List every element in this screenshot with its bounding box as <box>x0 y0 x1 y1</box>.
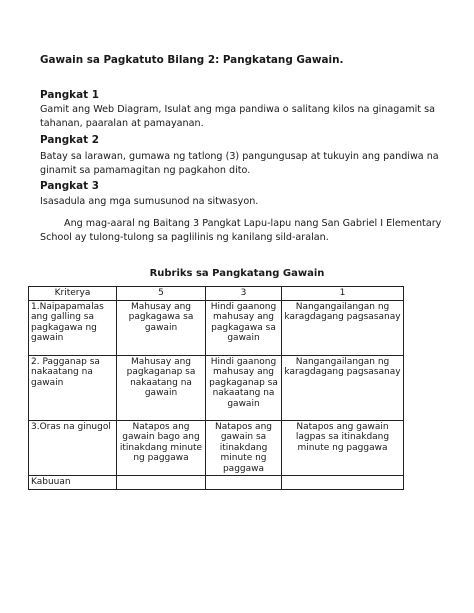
score-3-cell: Hindi gaanong mahusay ang pagkaganap sa nakaatang na gawain <box>206 355 282 420</box>
group-2-instructions <box>40 150 440 178</box>
total-score-1-cell <box>282 476 404 490</box>
instruction-line: tahanan, paaralan at pamayanan. <box>40 118 204 129</box>
header-score-5: 5 <box>117 287 206 301</box>
criteria-cell: 1.Naipapamalas ang galling sa pagkagawa ng gawain <box>29 300 117 355</box>
table-row <box>29 300 404 355</box>
score-1-cell: Nangangailangan ng karagdagang pagsasanay <box>282 355 404 420</box>
group-1-instructions <box>40 103 440 131</box>
total-label-cell: Kabuuan <box>29 476 117 490</box>
instruction-line: Gamit ang Web Diagram, Isulat ang mga pandiwa o salitang kilos na ginagamit sa <box>40 104 435 115</box>
criteria-cell: 3.Oras na ginugol <box>29 420 117 476</box>
group-3-instructions <box>40 195 440 209</box>
score-5-cell: Natapos ang gawain bago ang itinakdang minute ng paggawa <box>117 420 206 476</box>
instruction-line: ginamit sa pamamagitan ng pagkahon dito. <box>40 165 251 176</box>
situation-paragraph <box>40 217 440 245</box>
total-score-5-cell <box>117 476 206 490</box>
total-score-3-cell <box>206 476 282 490</box>
instruction-line: Batay sa larawan, gumawa ng tatlong (3) pangungusap at tukuyin ang pandiwa na <box>40 151 439 162</box>
criteria-cell: 2. Pagganap sa nakaatang na gawain <box>29 355 117 420</box>
header-score-1: 1 <box>282 287 404 301</box>
score-1-cell: Natapos ang gawain lagpas sa itinakdang minute ng paggawa <box>282 420 404 476</box>
score-3-cell: Natapos ang gawain sa itinakdang minute ng paggawa <box>206 420 282 476</box>
rubric-table <box>28 286 404 490</box>
total-row <box>29 476 404 490</box>
header-criteria: Kriterya <box>29 287 117 301</box>
table-row <box>29 420 404 476</box>
table-row <box>29 355 404 420</box>
score-1-cell: Nangangailangan ng karagdagang pagsasanay <box>282 300 404 355</box>
group-2-heading: Pangkat 2 <box>40 134 99 146</box>
group-3-heading: Pangkat 3 <box>40 180 99 192</box>
rubric-header-row <box>29 287 404 301</box>
situation-line: School ay tulong-tulong sa paglilinis ng kanilang sild-aralan. <box>40 232 329 243</box>
header-score-3: 3 <box>206 287 282 301</box>
score-3-cell: Hindi gaanong mahusay ang pagkagawa sa gawain <box>206 300 282 355</box>
score-5-cell: Mahusay ang pagkaganap sa nakaatang na gawain <box>117 355 206 420</box>
document-title: Gawain sa Pagkatuto Bilang 2: Pangkatang Gawain. <box>40 54 344 66</box>
situation-line: Ang mag-aaral ng Baitang 3 Pangkat Lapu-lapu nang San Gabriel I Elementary <box>64 218 442 229</box>
instruction-line: Isasadula ang mga sumusunod na sitwasyon. <box>40 196 259 207</box>
group-1-heading: Pangkat 1 <box>40 89 99 101</box>
score-5-cell: Mahusay ang pagkagawa sa gawain <box>117 300 206 355</box>
rubric-title: Rubriks sa Pangkatang Gawain <box>149 268 325 279</box>
